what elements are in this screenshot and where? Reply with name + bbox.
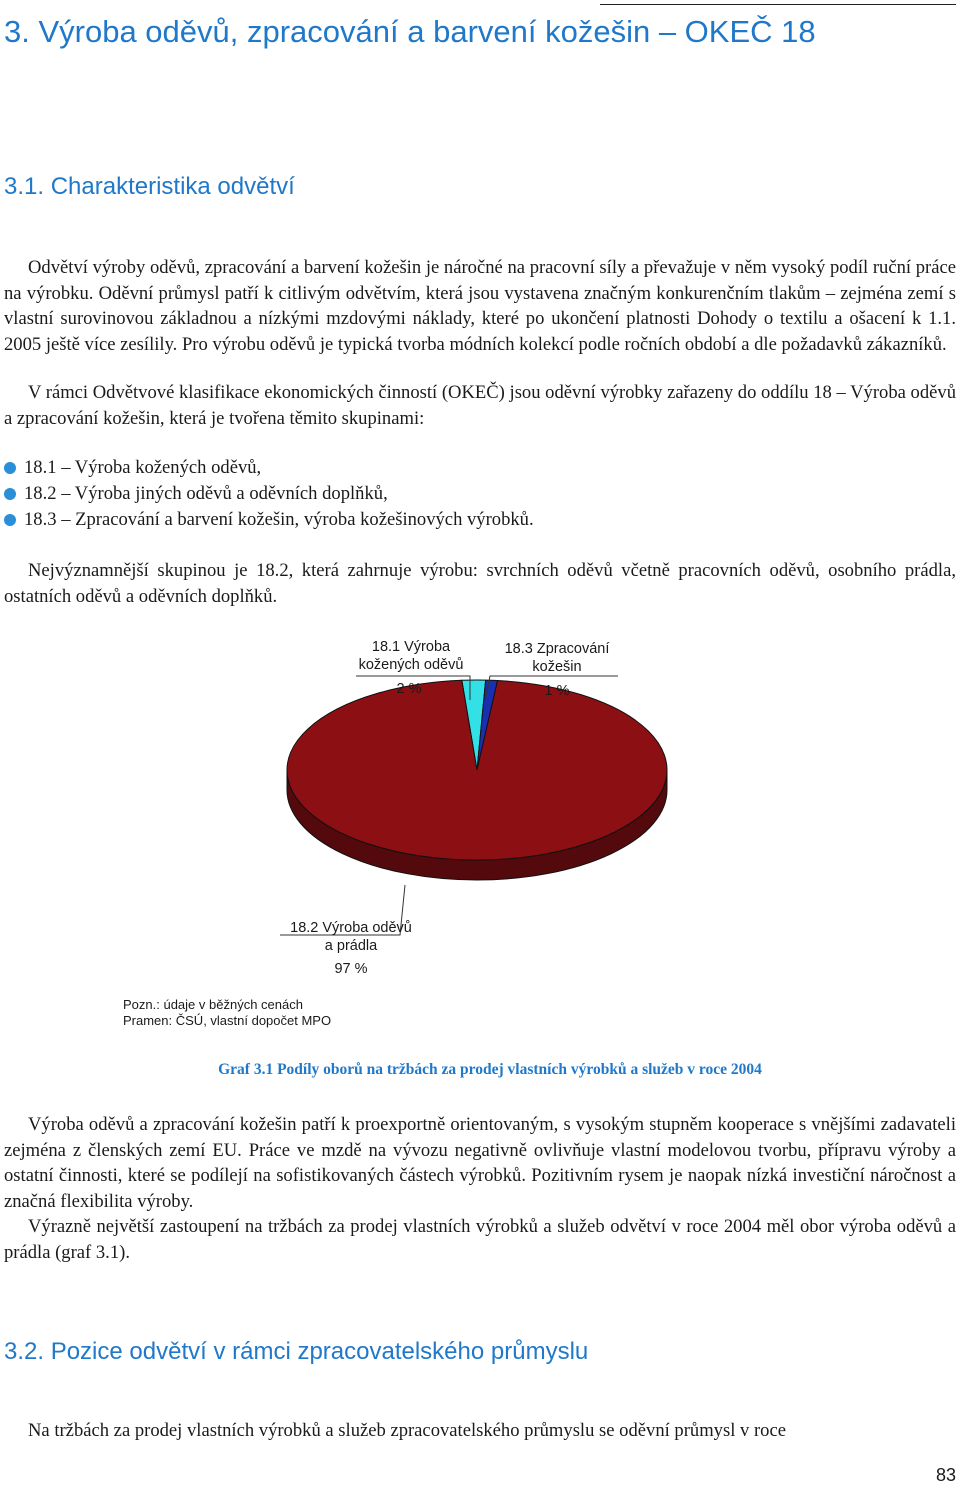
paragraph-export: Výroba oděvů a zpracování kožešin patří k proexportně orientovaným, s vysokým stupněm kooperace s vnějšími zadavateli zejména z členských zemí EU. Práce ve mzdě na vývozu negativně ovlivňuje vlastní modelovou tvorbu, přípravu výroby a ostatní činnosti, které se podílejí na sofistikovaných částech výrobků. Pozitivním rysem je naopak nízká investiční náročnost a značná flexibilita výroby. xyxy=(4,1114,956,1212)
pie-chart xyxy=(0,628,960,973)
header-rule xyxy=(600,4,956,5)
slice-label-18-2-line2: a prádla xyxy=(324,938,378,954)
chapter-heading: 3. Výroba oděvů, zpracování a barvení kožešin – OKEČ 18 xyxy=(4,14,816,49)
paragraph-intro: Odvětví výroby oděvů, zpracování a barvení kožešin je náročné na pracovní síly a převažuje v něm vysoký podíl ruční práce na výrobku. Oděvní průmysl patří k citlivým odvětvím, která jsou vystavena značným konkurenčním tlakům – zejména zemí s vlastní surovinovou základnou a nízkými mzdovými náklady, které po ukončení platnosti Dohody o textilu a ošacení k 1.1. 2005 ještě více zesílily. Pro výrobu oděvů je typická tvorba módních kolekcí podle ročních období a dle požadavků zákazníků. xyxy=(4,257,956,355)
chart-caption: Graf 3.1 Podíly oborů na tržbách za prodej vlastních výrobků a služeb v roce 2004 xyxy=(218,1061,762,1078)
paragraph-largest-share: Výrazně největší zastoupení na tržbách za prodej vlastních výrobků a služeb odvětví v roce 2004 měl obor výroba oděvů a prádla (graf 3.1). xyxy=(4,1216,956,1263)
list-item: 18.1 – Výroba kožených oděvů, xyxy=(4,455,534,481)
chart-note: Pozn.: údaje v běžných cenách xyxy=(123,997,303,1012)
paragraph-main-group: Nejvýznamnější skupinou je 18.2, která zahrnuje výrobu: svrchních oděvů včetně pracovních oděvů, osobního prádla, ostatních oděvů a oděvních doplňků. xyxy=(4,560,956,607)
slice-value-18-1: 2 % xyxy=(396,681,422,697)
bullet-icon xyxy=(4,488,16,500)
slice-label-18-1-line1: 18.1 Výroba xyxy=(371,639,451,655)
slice-label-18-1-line2: kožených oděvů xyxy=(358,657,464,673)
page-number: 83 xyxy=(935,1465,956,1485)
list-item: 18.2 – Výroba jiných oděvů a oděvních doplňků, xyxy=(4,481,534,507)
chart-source: Pramen: ČSÚ, vlastní dopočet MPO xyxy=(123,1013,332,1028)
slice-label-18-3-line1: 18.3 Zpracování xyxy=(504,641,610,657)
section-heading-3-2: 3.2. Pozice odvětví v rámci zpracovatelského průmyslu xyxy=(4,1338,589,1365)
slice-value-18-3: 1 % xyxy=(544,683,570,699)
group-list xyxy=(4,455,534,533)
slice-value-18-2: 97 % xyxy=(334,961,368,973)
paragraph-classification: V rámci Odvětvové klasifikace ekonomických činností (OKEČ) jsou oděvní výrobky zařazeny do oddílu 18 – Výroba oděvů a zpracování kožešin, která je tvořena těmito skupinami: xyxy=(4,382,956,429)
slice-label-18-2-line1: 18.2 Výroba oděvů xyxy=(290,920,412,936)
bullet-icon xyxy=(4,514,16,526)
slice-label-18-3-line2: kožešin xyxy=(532,659,582,675)
section-heading-3-1: 3.1. Charakteristika odvětví xyxy=(4,173,295,200)
list-item: 18.3 – Zpracování a barvení kožešin, výroba kožešinových výrobků. xyxy=(4,507,534,533)
paragraph-position: Na tržbách za prodej vlastních výrobků a služeb zpracovatelského průmyslu se oděvní průmysl v roce xyxy=(28,1420,786,1441)
bullet-icon xyxy=(4,462,16,474)
